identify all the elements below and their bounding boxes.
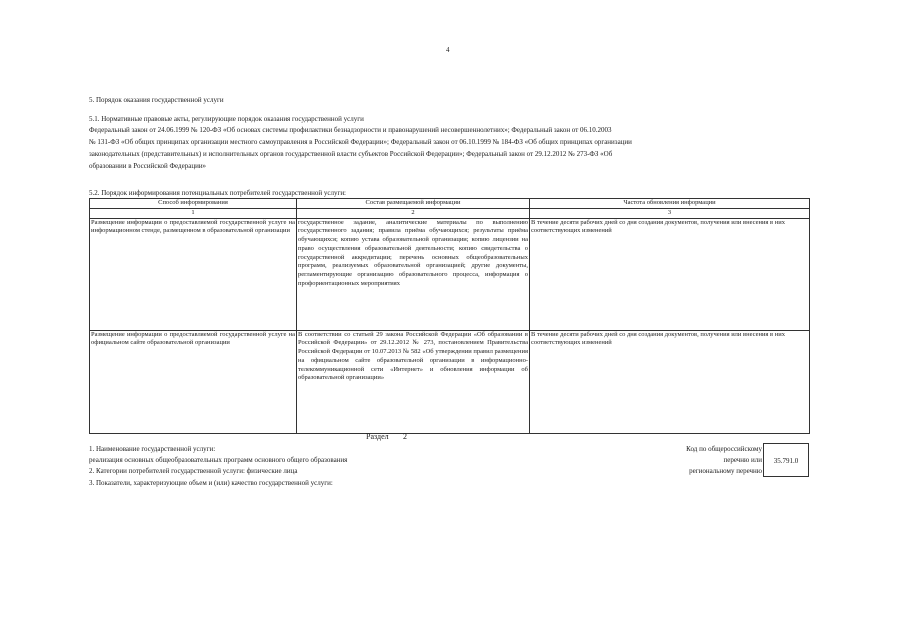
info-content-cell: В соответствии со статьей 29 закона Российской Федерации «Об образовании в Российской Федерации» от 29.12.2012 № 273, постановлением Правительства Российской Федерации от 10.07.2013 № 582 «Об утверждении правил размещения на официальном сайте образовательной организации в информационно-телекоммуникационной сети «Интернет» и обновления информации об образовательной организации»: [297, 330, 530, 433]
column-number: 3: [530, 209, 810, 219]
info-method-cell: Размещение информации о предоставляемой государственной услуге на информационном стенде, размещенном в образовательной организации: [90, 218, 297, 330]
table-header-row: [90, 199, 810, 209]
info-frequency-cell: В течение десяти рабочих дней со дня создания документов, получения или внесения в них соответствующих изменений: [530, 330, 810, 433]
indicators-heading: 3. Показатели, характеризующие объем и (или) качество государственной услуги:: [89, 479, 333, 487]
service-name-label: 1. Наименование государственной услуги:: [89, 445, 216, 453]
legal-acts-line-4: образовании в Российской Федерации»: [89, 162, 207, 170]
code-label-line-2: перечню или: [723, 456, 762, 464]
consumer-categories: 2. Категории потребителей государственной услуги: физические лица: [89, 467, 298, 475]
service-code-box: [763, 443, 809, 477]
column-number: 2: [297, 209, 530, 219]
table-number-row: [90, 209, 810, 219]
section-5-heading: 5. Порядок оказания государственной услуги: [89, 96, 224, 104]
section-number: 2: [403, 432, 407, 441]
service-code-value: 35.791.0: [773, 457, 799, 465]
section-5-1-heading: 5.1. Нормативные правовые акты, регулирующие порядок оказания государственной услуги: [89, 115, 364, 123]
code-label-line-1: Код по общероссийскому: [686, 445, 762, 453]
table-header: Частота обновления информации: [530, 199, 810, 209]
service-name-value: реализация основных общеобразовательных программ основного общего образования: [89, 456, 348, 464]
code-label-line-3: региональному перечню: [689, 467, 762, 475]
table-row: [90, 218, 810, 330]
legal-acts-line-3: законодательных (представительных) и исполнительных органов государственной власти субъектов Российской Федерации»; Федеральный закон от 29.12.2012 № 273-ФЗ «Об: [89, 150, 613, 158]
legal-acts-line-1: Федеральный закон от 24.06.1999 № 120-ФЗ «Об основах системы профилактики безнадзорности и правонарушений несовершеннолетних»; Федеральный закон от 06.10.2003: [89, 126, 612, 134]
table-header: Состав размещаемой информации: [297, 199, 530, 209]
information-table: [89, 198, 810, 434]
section-5-2-heading: 5.2. Порядок информирования потенциальных потребителей государственной услуги:: [89, 189, 347, 197]
column-number: 1: [90, 209, 297, 219]
section-label: Раздел: [366, 432, 389, 441]
table-header: Способ информирования: [90, 199, 297, 209]
page-number: 4: [446, 46, 450, 54]
info-frequency-cell: В течение десяти рабочих дней со дня создания документов, получения или внесения в них соответствующих изменений: [530, 218, 810, 330]
table-row: [90, 330, 810, 433]
legal-acts-line-2: № 131-ФЗ «Об общих принципах организации местного самоуправления в Российской Федерации»; Федеральный закон от 06.10.1999 № 184-ФЗ «Об общих принципах организации: [89, 138, 632, 146]
info-method-cell: Размещение информации о предоставляемой государственной услуге на официальном сайте образовательной организации: [90, 330, 297, 433]
info-content-cell: государственное задание, аналитические материалы по выполнению государственного задания; правила приёма обучающихся; результаты приёма обучающихся; копию устава образовательной организации; копию лицензии на право осуществления образовательной деятельности; копию свидетельства о государственной аккредитации; перечень основных общеобразовательных программ, реализуемых образовательной организацией; другие документы, регламентирующие организацию образовательного процесса, информация о профориентационных мероприятиях: [297, 218, 530, 330]
